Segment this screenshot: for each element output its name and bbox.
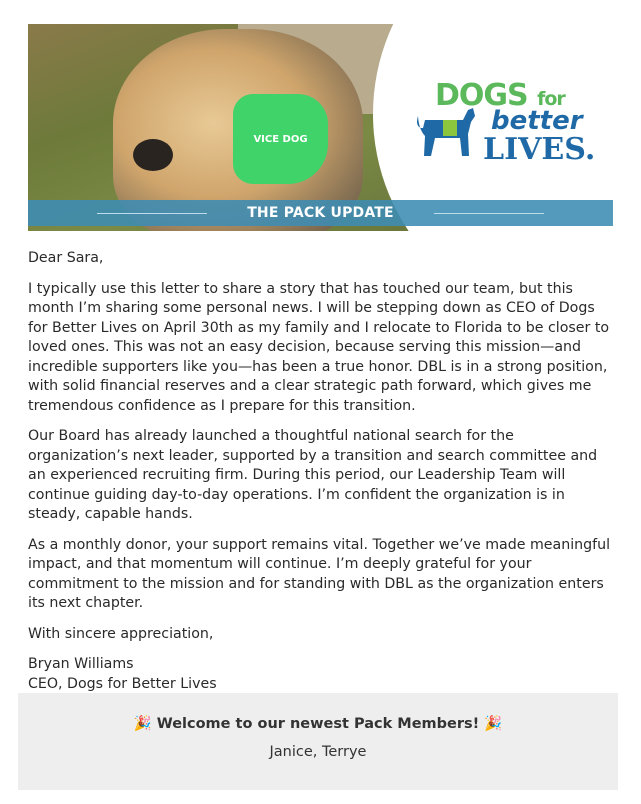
paragraph: As a monthly donor, your support remains vital. Together we’ve made meaningful impact, and that momentum will continue. I’m deeply grateful for your commitment to the mission and for standing with DBL as the organization enters its next chapter. <box>28 536 611 611</box>
signature-title: CEO, Dogs for Better Lives <box>28 675 217 692</box>
signature-name: Bryan Williams <box>28 656 134 672</box>
closing: With sincere appreciation, <box>28 625 214 642</box>
welcome-heading <box>18 715 618 732</box>
newsletter-title: THE PACK UPDATE <box>247 205 394 221</box>
welcome-heading-text: Welcome to our newest Pack Members! <box>156 716 480 732</box>
paragraph: I typically use this letter to share a story that has touched our team, but this month I’m sharing some personal news. I will be stepping down as CEO of Dogs for Better Lives on April 30th as my family and I relocate to Florida to be closer to loved ones. This was not an easy decision, because serving this mission—and incredible supporters like you—has been a true honor. DBL is in a strong position, with solid financial reserves and a clear strategic path forward, which gives me tremendous confidence as I prepare for this transition. <box>28 280 610 414</box>
logo-better: better <box>491 106 583 136</box>
greeting: Dear Sara, <box>28 250 104 266</box>
vest-text: VICE DOG <box>253 133 308 145</box>
letter-body <box>28 249 618 705</box>
new-member-names: Janice, Terrye <box>269 744 367 760</box>
dog-nose <box>133 139 173 171</box>
title-strip <box>28 200 613 226</box>
divider <box>434 213 544 214</box>
divider <box>97 213 207 214</box>
signature <box>28 655 618 694</box>
logo-dogs: DOGS for <box>435 78 565 113</box>
dogs-for-better-lives-logo <box>413 78 596 172</box>
party-popper-icon: 🎉 <box>133 716 152 732</box>
service-dog-vest <box>233 94 328 184</box>
dog-silhouette-icon <box>413 106 478 158</box>
header-banner <box>28 24 613 231</box>
party-popper-icon: 🎉 <box>484 716 503 732</box>
welcome-box <box>18 693 618 790</box>
paragraph: Our Board has already launched a thoughtful national search for the organization’s next leader, supported by a transition and search committee and an experienced recruiting firm. During this period, our Leadership Team will continue guiding day-to-day operations. I’m confident the organization is in steady, capable hands. <box>28 428 598 522</box>
logo-lives: LIVES. <box>483 132 596 167</box>
